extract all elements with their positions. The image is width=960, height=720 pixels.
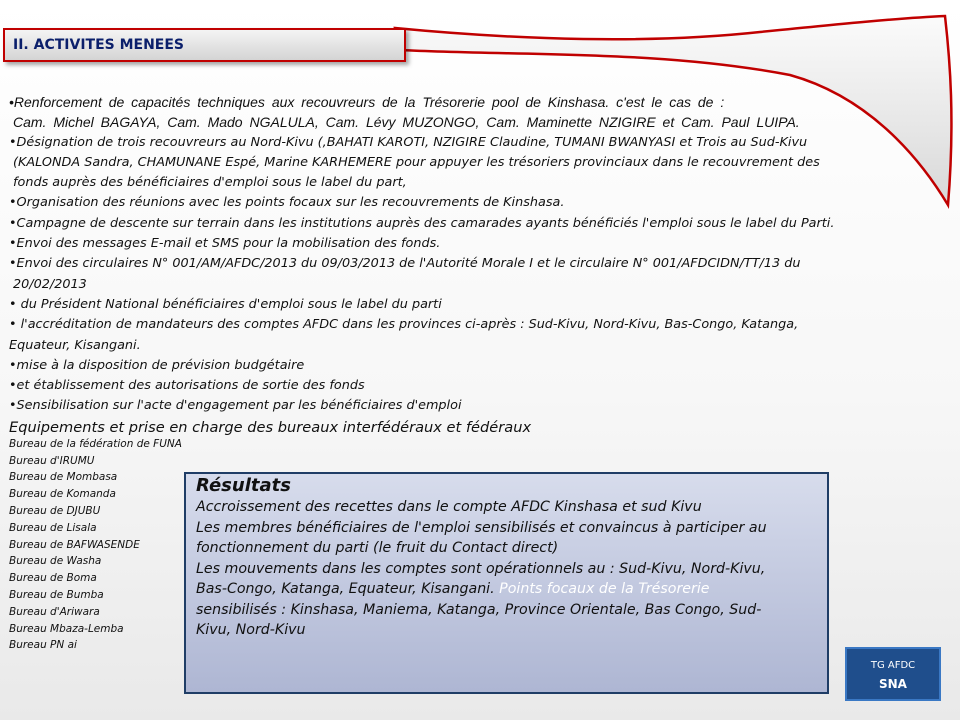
activity-line: •Envoi des circulaires N° 001/AM/AFDC/2013 du 09/03/2013 de l'Autorité Morale I et le circulaire N° 001/AFDCIDN/TT/13 du [9,256,801,272]
activity-line: •Désignation de trois recouvreurs au Nord-Kivu (,BAHATI KAROTI, NZIGIRE Claudine, TUMANI BWANYASI et Trois au Sud-Kivu [9,134,808,150]
bureau-item: Bureau PN ai [9,639,77,652]
bureau-item: Bureau de Washa [9,555,102,568]
activity-line: • du Président National bénéficiaires d'emploi sous le label du parti [9,296,442,312]
activity-line: •Renforcement de capacités techniques aux recouvreurs de la Trésorerie pool de Kinshasa. c'est le cas de : [9,94,725,110]
activity-line: (KALONDA Sandra, CHAMUNANE Espé, Marine KARHEMERE pour appuyer les trésoriers provinciaux dans le recouvrement des [13,154,820,170]
results-highlight: Points focaux de la Trésorerie [499,581,710,597]
results-line: fonctionnement du parti (le fruit du Contact direct) [196,540,559,556]
bureau-item: Bureau de Komanda [9,488,116,501]
bureau-item: Bureau de Bumba [9,588,104,601]
bureau-item: Bureau d'IRUMU [9,454,95,467]
bureau-item: Bureau Mbaza-Lemba [9,622,124,635]
results-title: Résultats [196,475,291,496]
results-line: Les mouvements dans les comptes sont opérationnels au : Sud-Kivu, Nord-Kivu, [196,560,766,577]
section-header [3,28,406,62]
results-line-text: Bas-Congo, Katanga, Equateur, Kisangani. [196,581,500,597]
bureau-item: Bureau de la fédération de FUNA [9,437,182,450]
results-line: Accroissement des recettes dans le compte AFDC Kinshasa et sud Kivu [196,499,702,515]
activity-line: Equateur, Kisangani. [9,337,141,353]
activity-line: •Envoi des messages E-mail et SMS pour la mobilisation des fonds. [9,236,441,252]
org-badge [845,647,941,701]
results-line: Les membres bénéficiaires de l'emploi sensibilisés et convaincus à participer au [196,519,767,536]
activity-line: •mise à la disposition de prévision budgétaire [9,357,305,373]
results-line [196,579,817,600]
bureau-item: Bureau de Mombasa [9,471,118,484]
equipment-heading: Equipements et prise en charge des bureaux interfédéraux et fédéraux [9,418,532,436]
badge-line-2: SNA [879,677,907,691]
bureau-item: Bureau de BAFWASENDE [9,538,140,551]
activity-line: fonds auprès des bénéficiaires d'emploi sous le label du part, [13,175,407,191]
badge-line-1: TG AFDC [870,660,916,671]
activity-line: 20/02/2013 [13,276,87,292]
results-box [184,472,829,694]
bureau-item: Bureau d'Ariwara [9,605,100,618]
activity-line: Cam. Michel BAGAYA, Cam. Mado NGALULA, Cam. Lévy MUZONGO, Cam. Maminette NZIGIRE et Cam. Paul LUIPA. [13,114,800,131]
activity-line: •Sensibilisation sur l'acte d'engagement par les bénéficiaires d'emploi [9,398,462,414]
activity-line: •et établissement des autorisations de sortie des fonds [9,378,365,394]
results-line: Kivu, Nord-Kivu [196,622,306,638]
bureau-item: Bureau de Lisala [9,521,97,534]
bureau-item: Bureau de DJUBU [9,504,101,517]
results-line: sensibilisés : Kinshasa, Maniema, Katanga, Province Orientale, Bas Congo, Sud- [196,601,762,618]
activity-line: • l'accréditation de mandateurs des comptes AFDC dans les provinces ci-après : Sud-Kivu, Nord-Kivu, Bas-Congo, Katanga, [9,317,799,333]
activity-line: •Organisation des réunions avec les points focaux sur les recouvrements de Kinshasa. [9,195,565,211]
bureau-item: Bureau de Boma [9,572,97,585]
section-title: II. ACTIVITES MENEES [13,37,185,53]
activity-line: •Campagne de descente sur terrain dans les institutions auprès des camarades ayants bénéficiés l'emploi sous le label du Parti. [9,215,835,231]
